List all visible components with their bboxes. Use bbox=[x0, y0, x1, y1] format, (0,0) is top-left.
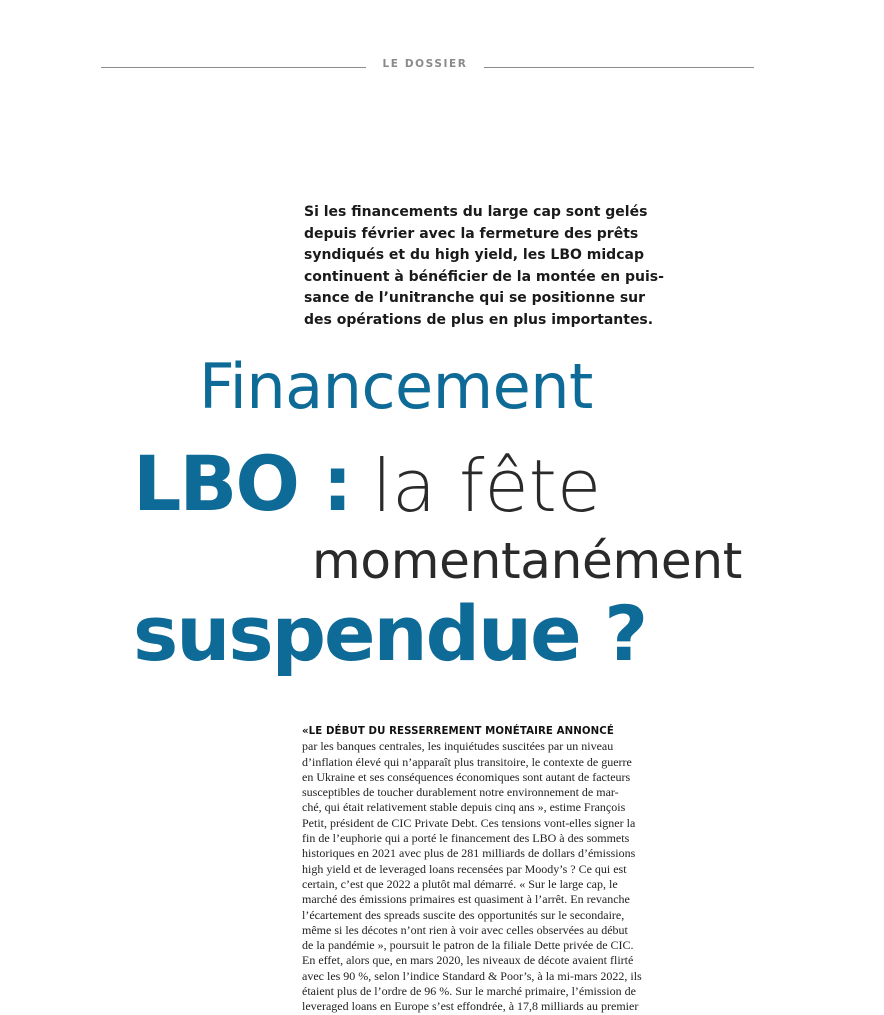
lead-line: des opérations de plus en plus importantes. bbox=[304, 311, 654, 328]
article-line: susceptibles de toucher durablement notre environnement de mar- bbox=[302, 785, 619, 800]
article-line: même si les décotes n’ont rien à voir avec celles observées au début bbox=[302, 922, 628, 937]
article-line: par les banques centrales, les inquiétudes suscitées par un niveau bbox=[302, 739, 614, 754]
lead-line: depuis février avec la fermeture des prêts bbox=[304, 225, 639, 242]
lead-line: continuent à bénéficier de la montée en puis- bbox=[304, 268, 664, 285]
section-label: LE DOSSIER bbox=[382, 58, 468, 70]
article-line: certain, c’est que 2022 a plutôt mal démarré. « Sur le large cap, le bbox=[302, 876, 618, 891]
lead-line: sance de l’unitranche qui se positionne sur bbox=[304, 290, 646, 307]
article-line: d’inflation élevé qui n’apparaît plus transitoire, le contexte de guerre bbox=[302, 754, 632, 769]
header-rule-right bbox=[484, 67, 754, 68]
article-line: En effet, alors que, en mars 2020, les niveaux de décote avaient flirté bbox=[302, 953, 634, 968]
article-lede-caps: «LE DÉBUT DU RESSERREMENT MONÉTAIRE ANNONCÉ bbox=[302, 726, 614, 737]
article-line: en Ukraine et ses conséquences économiques sont autant de facteurs bbox=[302, 769, 631, 784]
article-body bbox=[302, 724, 652, 1015]
article-line: historiques en 2021 avec plus de 281 milliards de dollars d’émissions bbox=[302, 846, 636, 861]
article-line: ché, qui était relativement stable depuis cinq ans », estime François bbox=[302, 800, 626, 815]
article-line: high yield et de leveraged loans recensées par Moody’s ? Ce qui est bbox=[302, 861, 627, 876]
title-line-la-fete: la fête bbox=[372, 444, 602, 528]
article-line: l’écartement des spreads suscite des opportunités sur le secondaire, bbox=[302, 907, 625, 922]
article-line: leveraged loans en Europe s’est effondrée, à 17,8 milliards au premier bbox=[302, 999, 639, 1014]
article-line: avec les 90 %, selon l’indice Standard & Poor’s, à la mi-mars 2022, ils bbox=[302, 968, 642, 983]
article-line: Petit, président de CIC Private Debt. Ces tensions vont-elles signer la bbox=[302, 815, 636, 830]
header-rule-left bbox=[101, 67, 366, 68]
title-line-lbo: LBO : bbox=[133, 439, 351, 528]
lead-line: Si les financements du large cap sont gelés bbox=[304, 204, 648, 220]
title-line-suspendue: suspendue ? bbox=[133, 589, 647, 678]
article-line: fin de l’euphorie qui a porté le financement des LBO à des sommets bbox=[302, 831, 630, 846]
article-line: de la pandémie », poursuit le patron de la filiale Dette privée de CIC. bbox=[302, 938, 634, 953]
lead-paragraph bbox=[304, 202, 712, 332]
article-line: marché des émissions primaires est quasiment à l’arrêt. En revanche bbox=[302, 892, 630, 907]
title-line-financement: Financement bbox=[199, 350, 593, 423]
title-line-momentanement: momentanément bbox=[312, 532, 743, 590]
lead-line: syndiqués et du high yield, les LBO midcap bbox=[304, 247, 644, 264]
article-line: étaient plus de l’ordre de 96 %. Sur le marché primaire, l’émission de bbox=[302, 984, 636, 999]
